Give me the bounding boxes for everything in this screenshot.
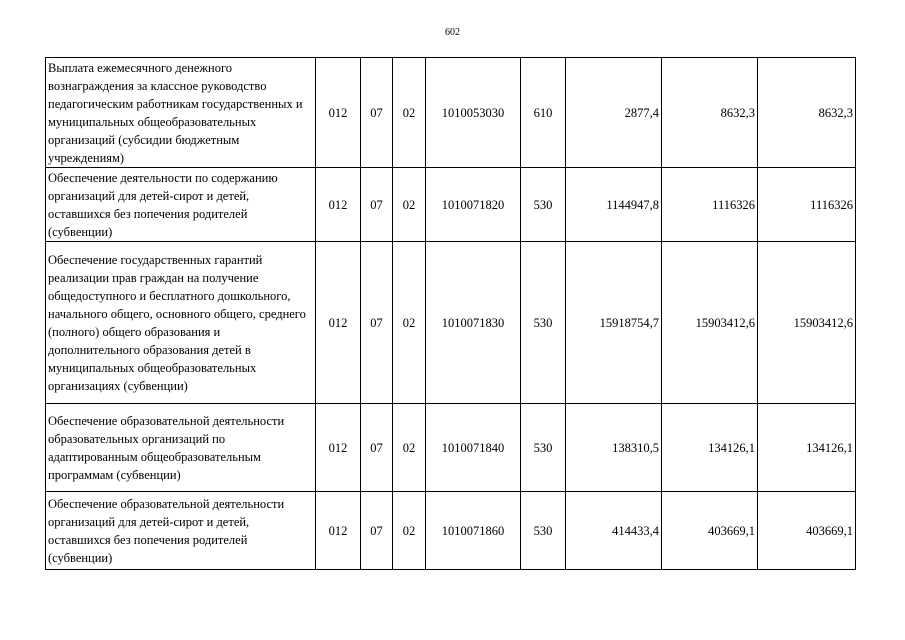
subsection-code: 02	[393, 492, 426, 570]
budget-table	[45, 57, 856, 570]
table-row	[46, 58, 856, 168]
target-article-code: 1010053030	[426, 58, 521, 168]
target-article-code: 1010071860	[426, 492, 521, 570]
amount-year-2: 15903412,6	[662, 242, 758, 404]
page-number: 602	[445, 27, 460, 38]
amount-year-3: 1116326	[758, 168, 856, 242]
section-code: 07	[361, 492, 393, 570]
amount-year-3: 15903412,6	[758, 242, 856, 404]
ministry-code: 012	[316, 242, 361, 404]
amount-year-2: 403669,1	[662, 492, 758, 570]
section-code: 07	[361, 404, 393, 492]
section-code: 07	[361, 58, 393, 168]
amount-year-3: 403669,1	[758, 492, 856, 570]
amount-year-3: 8632,3	[758, 58, 856, 168]
target-article-code: 1010071820	[426, 168, 521, 242]
row-description: Выплата ежемесячного денежного вознаграждения за классное руководство педагогическим работникам государственных и муниципальных общеобразовательных организаций (субсидии бюджетным учреждениям)	[46, 58, 316, 168]
ministry-code: 012	[316, 168, 361, 242]
table-row	[46, 168, 856, 242]
expense-type-code: 530	[521, 168, 566, 242]
amount-year-1: 414433,4	[566, 492, 662, 570]
expense-type-code: 530	[521, 242, 566, 404]
amount-year-1: 1144947,8	[566, 168, 662, 242]
subsection-code: 02	[393, 242, 426, 404]
row-description: Обеспечение образовательной деятельности образовательных организаций по адаптированным общеобразовательным программам (субвенции)	[46, 404, 316, 492]
amount-year-2: 8632,3	[662, 58, 758, 168]
target-article-code: 1010071830	[426, 242, 521, 404]
ministry-code: 012	[316, 404, 361, 492]
amount-year-3: 134126,1	[758, 404, 856, 492]
section-code: 07	[361, 168, 393, 242]
amount-year-2: 1116326	[662, 168, 758, 242]
ministry-code: 012	[316, 492, 361, 570]
section-code: 07	[361, 242, 393, 404]
ministry-code: 012	[316, 58, 361, 168]
table-row	[46, 242, 856, 404]
expense-type-code: 530	[521, 492, 566, 570]
subsection-code: 02	[393, 168, 426, 242]
amount-year-1: 15918754,7	[566, 242, 662, 404]
row-description: Обеспечение государственных гарантий реализации прав граждан на получение общедоступного и бесплатного дошкольного, начального общего, основного общего, среднего (полного) общего образования и дополнительного образования детей в муниципальных общеобразовательных организациях (субвенции)	[46, 242, 316, 404]
row-description: Обеспечение образовательной деятельности организаций для детей-сирот и детей, оставшихся без попечения родителей (субвенции)	[46, 492, 316, 570]
subsection-code: 02	[393, 58, 426, 168]
amount-year-1: 138310,5	[566, 404, 662, 492]
expense-type-code: 610	[521, 58, 566, 168]
row-description: Обеспечение деятельности по содержанию организаций для детей-сирот и детей, оставшихся без попечения родителей (субвенции)	[46, 168, 316, 242]
target-article-code: 1010071840	[426, 404, 521, 492]
table-row	[46, 492, 856, 570]
amount-year-2: 134126,1	[662, 404, 758, 492]
amount-year-1: 2877,4	[566, 58, 662, 168]
table-row	[46, 404, 856, 492]
expense-type-code: 530	[521, 404, 566, 492]
subsection-code: 02	[393, 404, 426, 492]
